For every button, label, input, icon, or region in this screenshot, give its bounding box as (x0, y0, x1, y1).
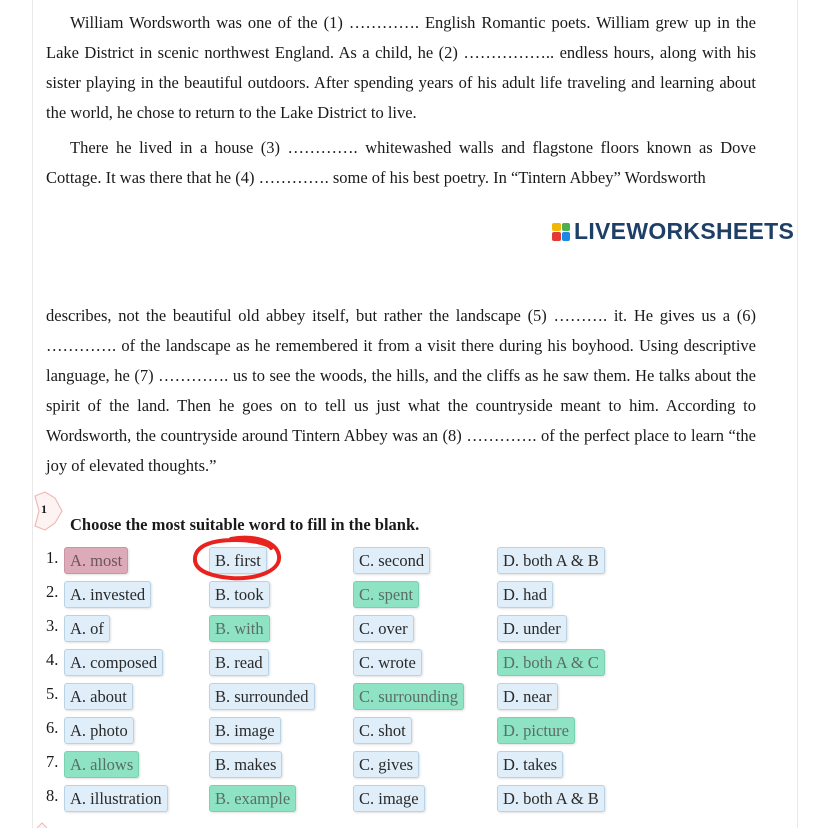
question-number: 7. (46, 752, 59, 771)
logo-text: LIVEWORKSHEETS (574, 218, 795, 244)
answer-option-1-b[interactable]: B. first (209, 547, 267, 574)
question-number: 1. (46, 548, 59, 567)
answer-option-4-b[interactable]: B. read (209, 649, 269, 676)
question-number: 4. (46, 650, 59, 669)
answer-option-7-b[interactable]: B. makes (209, 751, 282, 778)
answer-option-5-c[interactable]: C. surrounding (353, 683, 464, 710)
answer-option-2-b[interactable]: B. took (209, 581, 270, 608)
next-badge-edge (36, 822, 48, 828)
answer-option-7-c[interactable]: C. gives (353, 751, 419, 778)
answer-option-8-b[interactable]: B. example (209, 785, 296, 812)
answer-option-8-c[interactable]: C. image (353, 785, 425, 812)
answer-option-7-a[interactable]: A. allows (64, 751, 139, 778)
answer-option-2-a[interactable]: A. invested (64, 581, 151, 608)
question-number: 3. (46, 616, 59, 635)
answer-option-5-b[interactable]: B. surrounded (209, 683, 315, 710)
question-number: 6. (46, 718, 59, 737)
answer-option-1-a[interactable]: A. most (64, 547, 128, 574)
logo-tile (552, 232, 561, 241)
answer-option-4-c[interactable]: C. wrote (353, 649, 422, 676)
exercise-number: 1 (41, 502, 47, 516)
passage-paragraph-2: There he lived in a house (3) …………. whitewashed walls and flagstone floors known as Dove Cottage. It was there that he (4) …………. some of his best poetry. In “Tintern Abbey” Wordsworth (46, 138, 756, 187)
answer-option-6-d[interactable]: D. picture (497, 717, 575, 744)
answer-option-5-d[interactable]: D. near (497, 683, 558, 710)
answer-option-3-b[interactable]: B. with (209, 615, 270, 642)
passage-paragraph-1: William Wordsworth was one of the (1) …………. English Romantic poets. William grew up in the Lake District in scenic northwest England. As a child, he (2) …………….. endless hours, along with his sister playing in the beautiful outdoors. After spending years of his adult life traveling and learning about the world, he chose to return to the Lake District to live. (46, 13, 756, 122)
answer-option-6-a[interactable]: A. photo (64, 717, 134, 744)
answer-option-4-a[interactable]: A. composed (64, 649, 163, 676)
liveworksheets-logo (552, 218, 794, 245)
question-number: 5. (46, 684, 59, 703)
answer-option-6-b[interactable]: B. image (209, 717, 281, 744)
answer-option-5-a[interactable]: A. about (64, 683, 133, 710)
exercise-instruction: Choose the most suitable word to fill in the blank. (70, 515, 420, 534)
answer-option-3-d[interactable]: D. under (497, 615, 567, 642)
logo-tile (552, 223, 561, 232)
answer-option-2-c[interactable]: C. spent (353, 581, 419, 608)
exercise-number-badge (33, 490, 63, 532)
answer-option-7-d[interactable]: D. takes (497, 751, 563, 778)
passage-paragraph-3: describes, not the beautiful old abbey itself, but rather the landscape (5) ………. it. He gives us a (6) …………. of the landscape as he remembered it from a visit there during his boyhood. Using descriptive language, he (7) …………. us to see the woods, the hills, and the cliffs as he saw them. He talks about the spirit of the land. Then he goes on to tell us just what the countryside meant to him. According to Wordsworth, the countryside around Tintern Abbey was an (8) …………. of the perfect place to learn “the joy of elevated thoughts.” (46, 306, 756, 475)
answer-option-1-d[interactable]: D. both A & B (497, 547, 605, 574)
logo-tile (562, 232, 571, 241)
question-number: 2. (46, 582, 59, 601)
answer-option-8-d[interactable]: D. both A & B (497, 785, 605, 812)
answer-option-3-a[interactable]: A. of (64, 615, 110, 642)
answer-option-8-a[interactable]: A. illustration (64, 785, 168, 812)
logo-grid-icon (552, 223, 570, 241)
answer-option-3-c[interactable]: C. over (353, 615, 414, 642)
answer-option-4-d[interactable]: D. both A & C (497, 649, 605, 676)
hand-drawn-circle-annotation (191, 534, 282, 582)
question-number: 8. (46, 786, 59, 805)
answer-option-2-d[interactable]: D. had (497, 581, 553, 608)
answer-option-1-c[interactable]: C. second (353, 547, 430, 574)
answer-option-6-c[interactable]: C. shot (353, 717, 412, 744)
logo-tile (562, 223, 571, 232)
